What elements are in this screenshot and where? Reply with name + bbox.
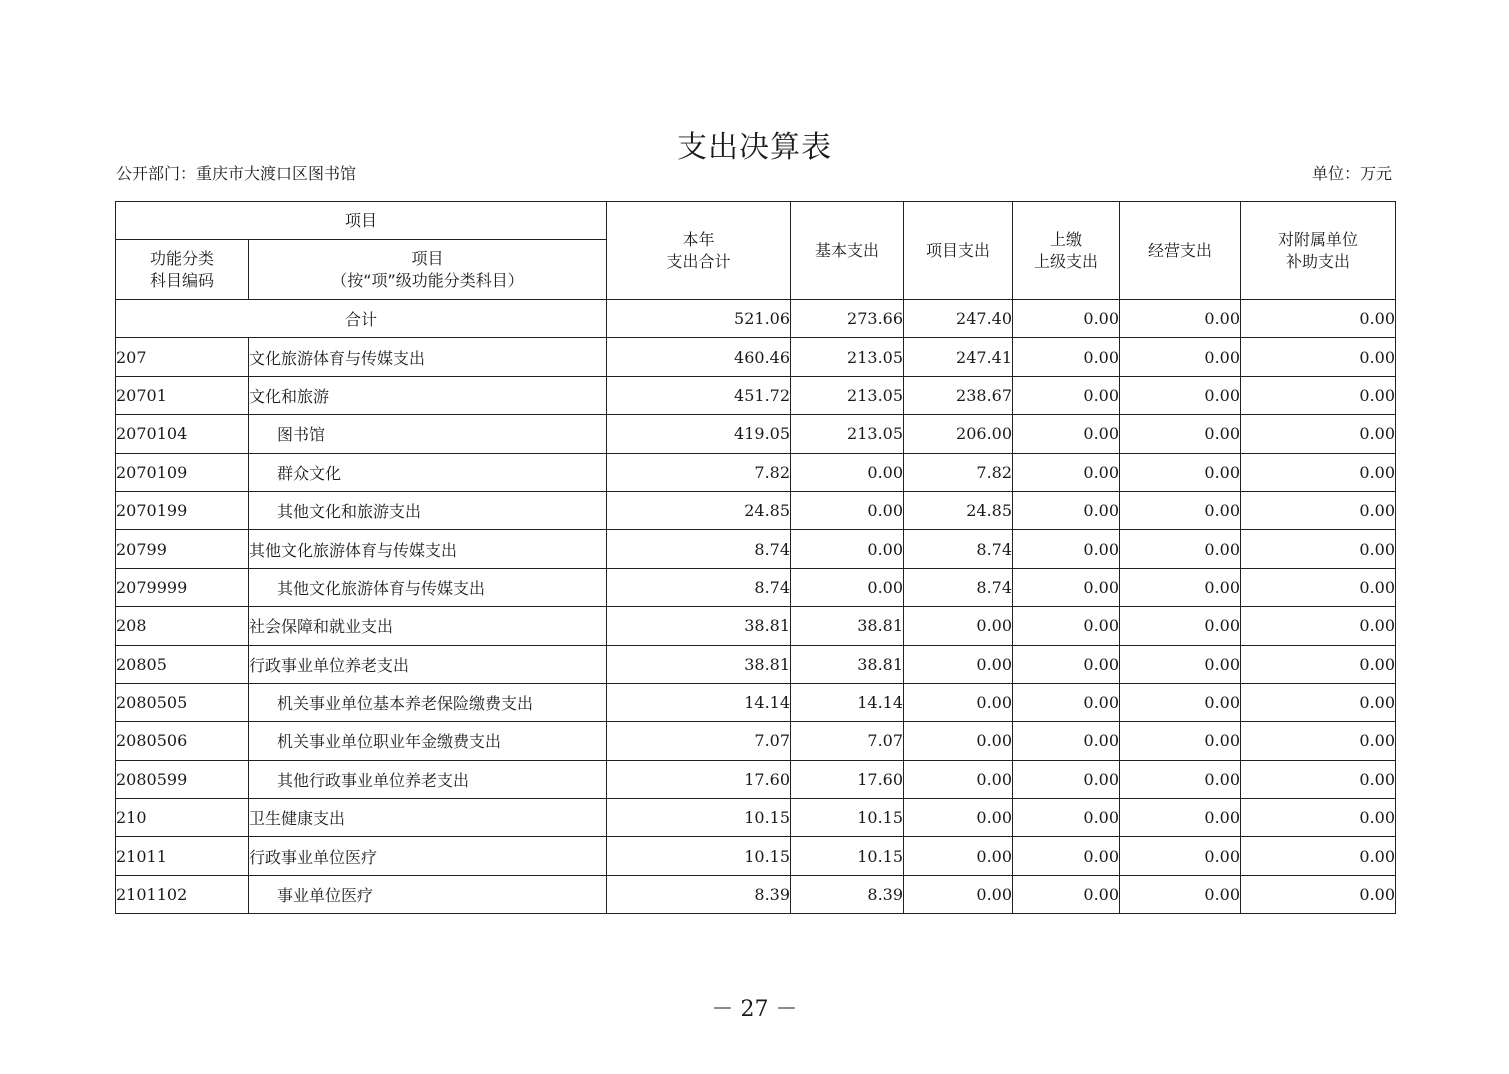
expenditure-table	[115, 201, 1396, 914]
total-value: 273.66	[791, 300, 904, 338]
row-value: 0.00	[1241, 607, 1396, 645]
row-code: 2079999	[116, 568, 249, 606]
table-row	[116, 568, 1396, 606]
row-value: 10.15	[791, 799, 904, 837]
row-value: 0.00	[1120, 799, 1241, 837]
row-code: 2080599	[116, 760, 249, 798]
row-value: 0.00	[1120, 376, 1241, 414]
row-name: 行政事业单位养老支出	[249, 645, 607, 683]
row-value: 0.00	[1241, 415, 1396, 453]
total-value: 0.00	[1013, 300, 1120, 338]
row-value: 0.00	[791, 491, 904, 529]
row-code: 2070104	[116, 415, 249, 453]
row-value: 0.00	[1120, 645, 1241, 683]
row-name: 机关事业单位基本养老保险缴费支出	[249, 683, 607, 721]
row-code: 2070199	[116, 491, 249, 529]
row-value: 7.07	[607, 722, 791, 760]
row-value: 0.00	[791, 568, 904, 606]
page-title: 支出决算表	[677, 130, 832, 165]
row-value: 0.00	[1241, 453, 1396, 491]
header-basic: 基本支出	[791, 202, 904, 300]
total-row	[116, 300, 1396, 338]
row-name: 其他文化旅游体育与传媒支出	[249, 568, 607, 606]
row-value: 8.74	[607, 530, 791, 568]
row-value: 0.00	[1241, 683, 1396, 721]
row-name: 卫生健康支出	[249, 799, 607, 837]
row-name: 群众文化	[249, 453, 607, 491]
row-value: 0.00	[1013, 491, 1120, 529]
row-value: 0.00	[1120, 607, 1241, 645]
row-value: 213.05	[791, 415, 904, 453]
total-value: 247.40	[904, 300, 1013, 338]
row-code: 207	[116, 338, 249, 376]
row-name: 事业单位医疗	[249, 875, 607, 913]
row-value: 0.00	[904, 837, 1013, 875]
table-row	[116, 453, 1396, 491]
row-value: 8.39	[607, 875, 791, 913]
row-value: 0.00	[1120, 683, 1241, 721]
row-value: 7.07	[791, 722, 904, 760]
row-code: 2080506	[116, 722, 249, 760]
row-code: 21011	[116, 837, 249, 875]
row-value: 0.00	[1013, 338, 1120, 376]
row-value: 0.00	[1241, 568, 1396, 606]
row-value: 0.00	[904, 875, 1013, 913]
row-value: 24.85	[607, 491, 791, 529]
table-row	[116, 376, 1396, 414]
row-name: 社会保障和就业支出	[249, 607, 607, 645]
row-value: 38.81	[607, 645, 791, 683]
row-value: 247.41	[904, 338, 1013, 376]
table-row	[116, 760, 1396, 798]
row-value: 8.74	[607, 568, 791, 606]
row-value: 10.15	[607, 837, 791, 875]
header-code: 功能分类 科目编码	[116, 240, 249, 300]
row-value: 0.00	[1120, 875, 1241, 913]
unit-label: 单位：万元	[1311, 164, 1392, 183]
row-name: 文化旅游体育与传媒支出	[249, 338, 607, 376]
table-row	[116, 338, 1396, 376]
table-row	[116, 415, 1396, 453]
row-value: 10.15	[791, 837, 904, 875]
row-value: 38.81	[791, 645, 904, 683]
row-name: 文化和旅游	[249, 376, 607, 414]
row-code: 2101102	[116, 875, 249, 913]
row-value: 0.00	[1120, 338, 1241, 376]
department-label: 公开部门：重庆市大渡口区图书馆	[116, 164, 357, 183]
row-code: 20805	[116, 645, 249, 683]
header-total: 本年 支出合计	[607, 202, 791, 300]
row-name: 机关事业单位职业年金缴费支出	[249, 722, 607, 760]
row-value: 0.00	[1013, 837, 1120, 875]
row-value: 0.00	[1013, 722, 1120, 760]
header-upper: 上缴 上级支出	[1013, 202, 1120, 300]
row-value: 0.00	[1013, 415, 1120, 453]
row-value: 7.82	[904, 453, 1013, 491]
row-value: 8.74	[904, 568, 1013, 606]
row-value: 0.00	[904, 760, 1013, 798]
total-label: 合计	[116, 300, 607, 338]
total-value: 0.00	[1120, 300, 1241, 338]
table-row	[116, 645, 1396, 683]
row-value: 0.00	[1013, 645, 1120, 683]
table-row	[116, 607, 1396, 645]
row-value: 206.00	[904, 415, 1013, 453]
total-value: 0.00	[1241, 300, 1396, 338]
row-value: 0.00	[904, 799, 1013, 837]
row-value: 451.72	[607, 376, 791, 414]
row-value: 0.00	[1013, 607, 1120, 645]
row-code: 208	[116, 607, 249, 645]
row-value: 0.00	[1013, 799, 1120, 837]
row-value: 419.05	[607, 415, 791, 453]
row-value: 0.00	[1241, 875, 1396, 913]
row-code: 20799	[116, 530, 249, 568]
row-value: 0.00	[1241, 376, 1396, 414]
table-row	[116, 837, 1396, 875]
row-code: 2070109	[116, 453, 249, 491]
row-code: 210	[116, 799, 249, 837]
row-value: 7.82	[607, 453, 791, 491]
row-value: 0.00	[1013, 376, 1120, 414]
row-value: 17.60	[791, 760, 904, 798]
row-code: 20701	[116, 376, 249, 414]
row-value: 0.00	[1120, 415, 1241, 453]
row-value: 213.05	[791, 376, 904, 414]
row-value: 0.00	[904, 683, 1013, 721]
row-name: 图书馆	[249, 415, 607, 453]
row-value: 0.00	[1013, 568, 1120, 606]
row-value: 0.00	[1241, 645, 1396, 683]
table-row	[116, 875, 1396, 913]
table-row	[116, 799, 1396, 837]
row-value: 10.15	[607, 799, 791, 837]
row-value: 0.00	[1241, 722, 1396, 760]
row-value: 0.00	[1120, 837, 1241, 875]
row-value: 38.81	[607, 607, 791, 645]
row-value: 0.00	[1241, 837, 1396, 875]
row-value: 0.00	[1241, 530, 1396, 568]
row-value: 0.00	[904, 722, 1013, 760]
row-value: 0.00	[904, 645, 1013, 683]
row-value: 8.74	[904, 530, 1013, 568]
row-value: 0.00	[1120, 491, 1241, 529]
row-value: 238.67	[904, 376, 1013, 414]
row-value: 0.00	[1120, 568, 1241, 606]
row-value: 8.39	[791, 875, 904, 913]
row-value: 0.00	[1241, 799, 1396, 837]
row-value: 0.00	[1241, 491, 1396, 529]
row-value: 24.85	[904, 491, 1013, 529]
row-value: 0.00	[904, 607, 1013, 645]
row-value: 14.14	[607, 683, 791, 721]
row-value: 14.14	[791, 683, 904, 721]
row-value: 0.00	[1013, 875, 1120, 913]
row-value: 0.00	[1120, 760, 1241, 798]
header-project: 项目支出	[904, 202, 1013, 300]
table-row	[116, 683, 1396, 721]
row-code: 2080505	[116, 683, 249, 721]
row-value: 0.00	[1120, 530, 1241, 568]
row-value: 0.00	[1120, 722, 1241, 760]
row-value: 17.60	[607, 760, 791, 798]
row-value: 0.00	[1120, 453, 1241, 491]
table-row	[116, 530, 1396, 568]
row-value: 0.00	[1013, 530, 1120, 568]
row-value: 0.00	[1013, 453, 1120, 491]
row-name: 其他行政事业单位养老支出	[249, 760, 607, 798]
page-number: － 27 －	[711, 997, 798, 1022]
row-value: 0.00	[1241, 338, 1396, 376]
total-value: 521.06	[607, 300, 791, 338]
header-subsidy: 对附属单位 补助支出	[1241, 202, 1396, 300]
row-value: 0.00	[1013, 683, 1120, 721]
row-name: 行政事业单位医疗	[249, 837, 607, 875]
row-name: 其他文化旅游体育与传媒支出	[249, 530, 607, 568]
header-business: 经营支出	[1120, 202, 1241, 300]
row-value: 0.00	[791, 530, 904, 568]
header-project-group: 项目	[116, 202, 607, 240]
row-value: 213.05	[791, 338, 904, 376]
table-row	[116, 722, 1396, 760]
header-item: 项目 （按“项”级功能分类科目）	[249, 240, 607, 300]
row-value: 460.46	[607, 338, 791, 376]
row-value: 0.00	[791, 453, 904, 491]
row-name: 其他文化和旅游支出	[249, 491, 607, 529]
row-value: 38.81	[791, 607, 904, 645]
table-row	[116, 491, 1396, 529]
row-value: 0.00	[1241, 760, 1396, 798]
row-value: 0.00	[1013, 760, 1120, 798]
